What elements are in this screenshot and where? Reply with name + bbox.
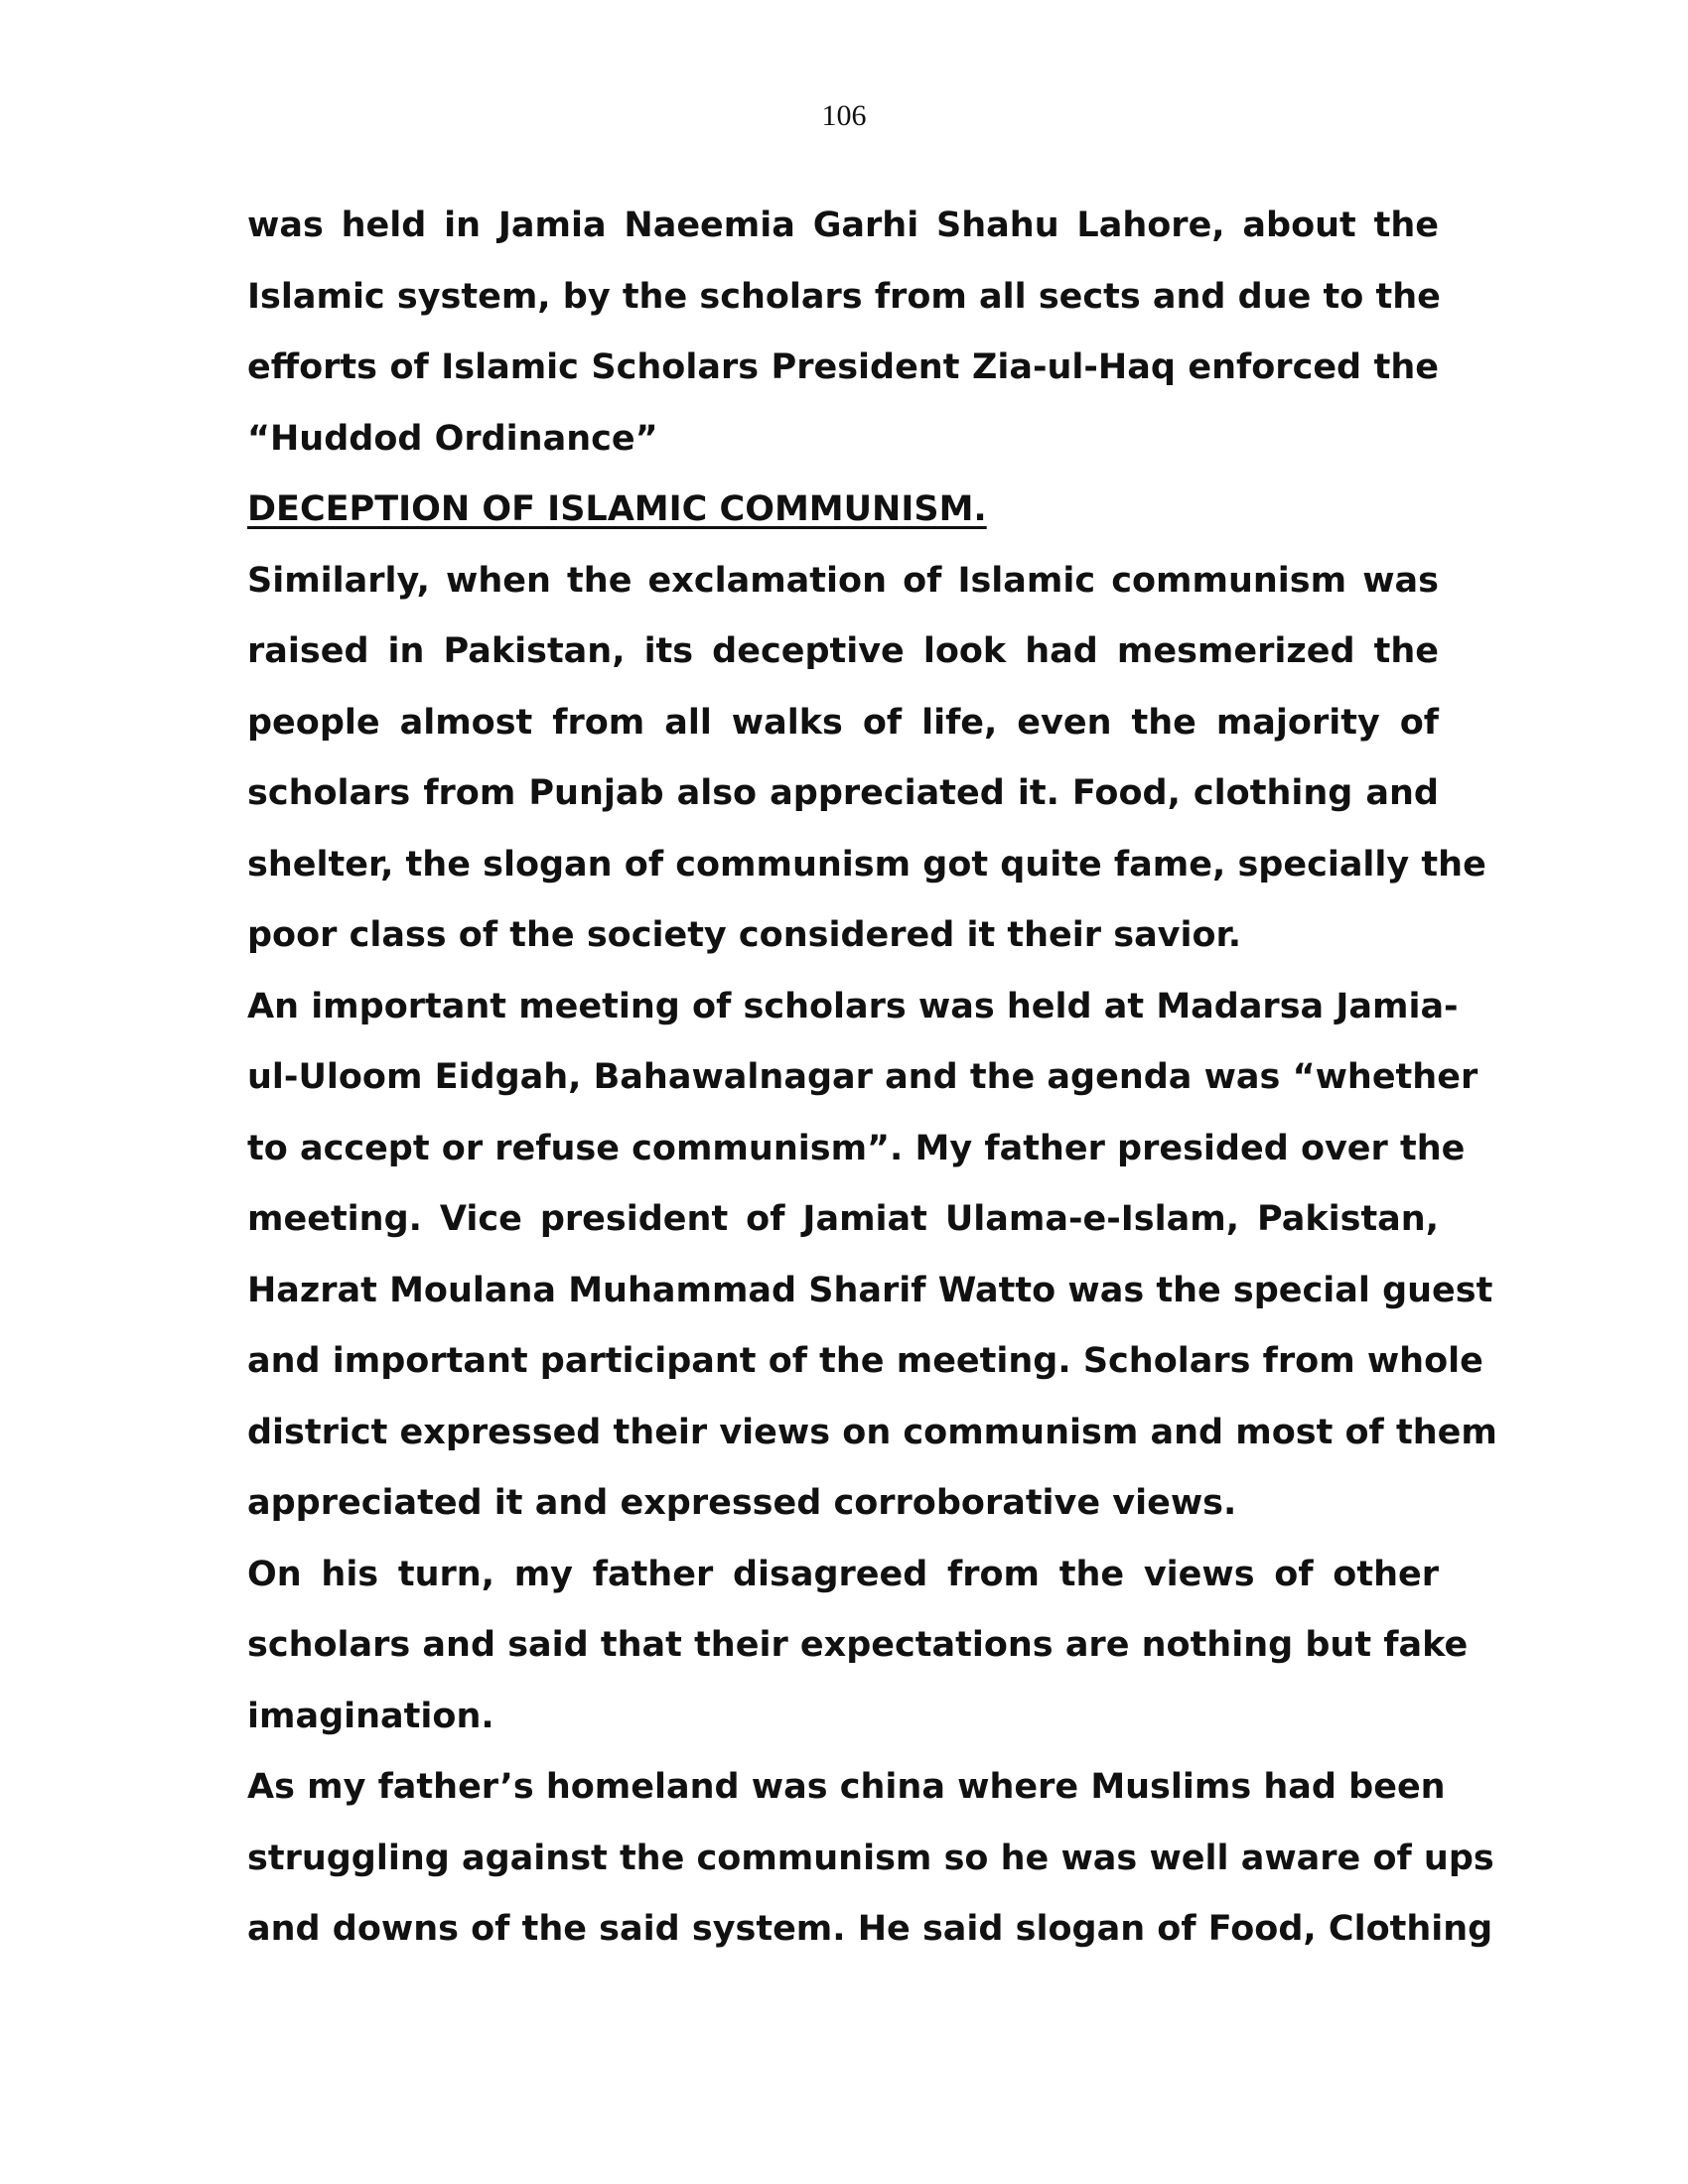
paragraph (247, 1540, 1469, 1753)
text-line: appreciated it and expressed corroborative views. (247, 1483, 1237, 1523)
section-heading (247, 475, 1439, 546)
text-line: and downs of the said system. He said slogan of Food, Clothing (247, 1909, 1493, 1949)
text-line: poor class of the society considered it their savior. (247, 915, 1242, 955)
paragraph (247, 1752, 1494, 1966)
text-line: On his turn, my father disagreed from the views of other (247, 1554, 1439, 1594)
text-line: Similarly, when the exclamation of Islamic communism was (247, 560, 1439, 601)
text-line: Hazrat Moulana Muhammad Sharif Watto was the special guest (247, 1270, 1493, 1310)
text-line: was held in Jamia Naeemia Garhi Shahu Lahore, about the (247, 205, 1439, 245)
text-line: scholars and said that their expectations are nothing but fake (247, 1625, 1469, 1665)
body-text (247, 191, 1497, 1966)
paragraph (247, 546, 1486, 972)
paragraph (247, 972, 1497, 1540)
paragraph (247, 191, 1439, 475)
text-line: and important participant of the meeting. Scholars from whole (247, 1341, 1483, 1381)
text-line: shelter, the slogan of communism got quite fame, specially the (247, 844, 1486, 885)
text-line: An important meeting of scholars was held at Madarsa Jamia- (247, 986, 1459, 1026)
text-line: As my father’s homeland was china where Muslims had been (247, 1767, 1446, 1807)
text-line: scholars from Punjab also appreciated it. Food, clothing and (247, 773, 1439, 813)
heading-line: DECEPTION OF ISLAMIC COMMUNISM. (247, 489, 987, 529)
text-line: efforts of Islamic Scholars President Zia-ul-Haq enforced the (247, 347, 1439, 387)
page-number: 106 (821, 99, 867, 132)
text-line: district expressed their views on communism and most of them (247, 1412, 1497, 1452)
text-line: to accept or refuse communism”. My father presided over the (247, 1128, 1466, 1168)
text-line: meeting. Vice president of Jamiat Ulama-e-Islam, Pakistan, (247, 1199, 1439, 1239)
text-line: people almost from all walks of life, even the majority of (247, 702, 1439, 743)
text-line: raised in Pakistan, its deceptive look had mesmerized the (247, 631, 1439, 671)
text-line: ul-Uloom Eidgah, Bahawalnagar and the agenda was “whether (247, 1057, 1478, 1097)
text-line: imagination. (247, 1696, 494, 1736)
text-line: Islamic system, by the scholars from all sects and due to the (247, 276, 1441, 317)
text-line: struggling against the communism so he was well aware of ups (247, 1838, 1494, 1878)
text-line: “Huddod Ordinance” (247, 418, 658, 459)
